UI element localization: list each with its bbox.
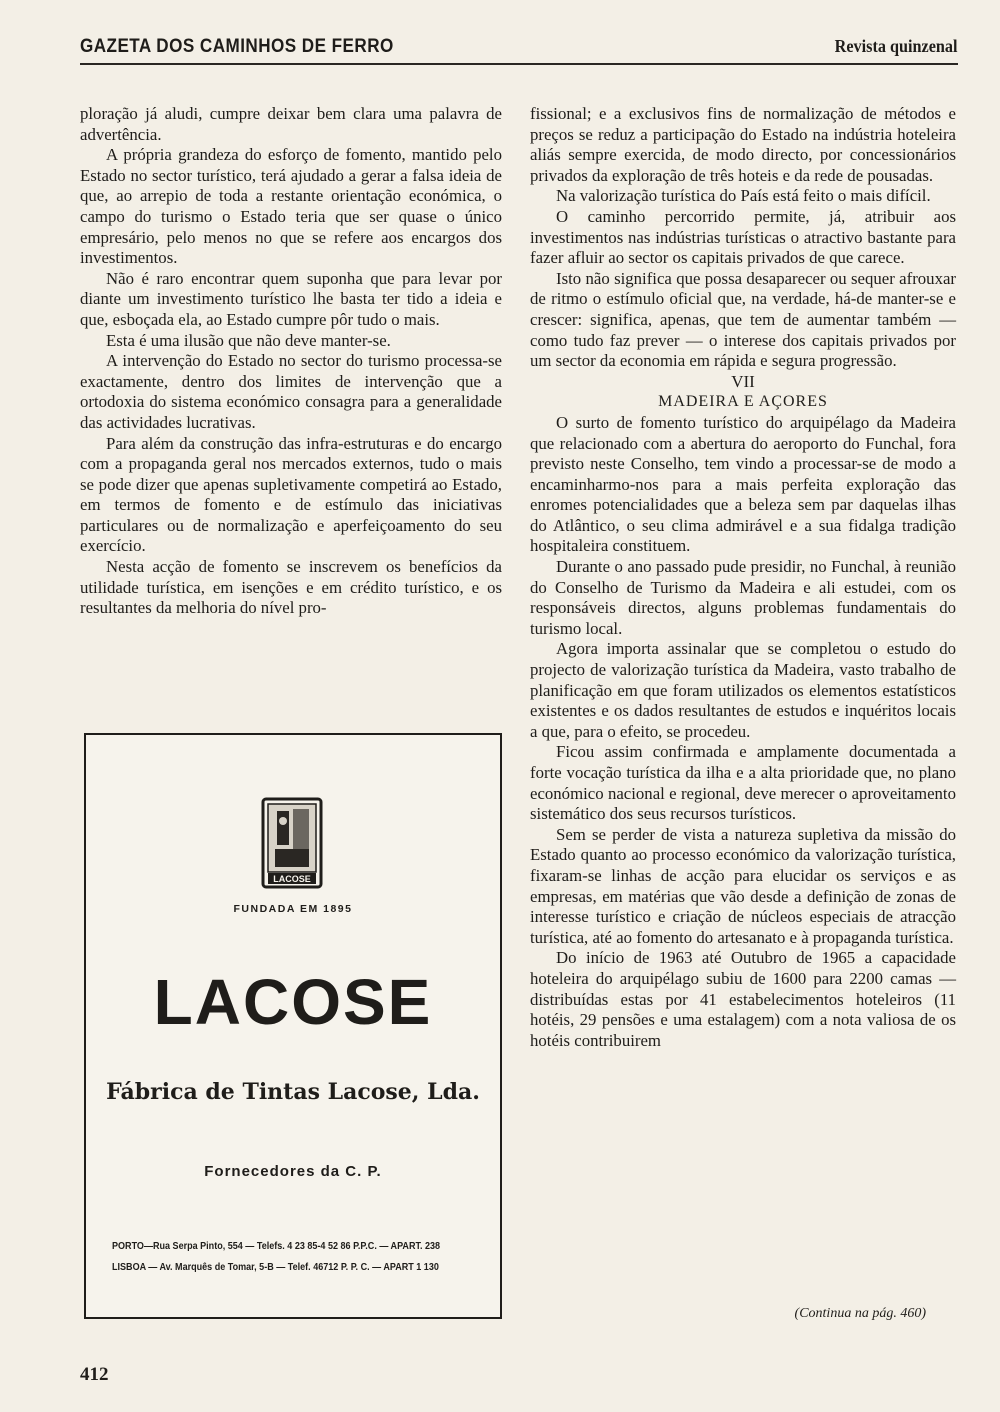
continuation-note: (Continua na pág. 460) <box>794 1306 926 1321</box>
page-number: 412 <box>80 1364 109 1385</box>
paragraph: Esta é uma ilusão que não deve manter-se. <box>106 330 391 350</box>
paragraph: fissional; e a exclusivos fins de normalização de métodos e preços se reduz a participação do Estado na indústria hoteleira aliás sempre exercida, de modo directo, por concessionários privados da exploração de três hoteis e da rede de pousadas. <box>530 104 956 185</box>
ad-brand: LACOSE <box>153 966 433 1038</box>
paragraph: Na valorização turística do País está feito o mais difícil. <box>556 186 931 206</box>
left-column <box>80 104 502 619</box>
paragraph: Durante o ano passado pude presidir, no Funchal, à reunião do Conselho de Turismo da Madeira e ali estudei, com os responsáveis directos, alguns problemas fundamentais do turismo local. <box>530 557 956 638</box>
right-column <box>530 104 956 1051</box>
ad-supplier: Fornecedores da C. P. <box>204 1163 382 1180</box>
publication-title: GAZETA DOS CAMINHOS DE FERRO <box>80 36 394 57</box>
logo-text: LACOSE <box>273 874 311 884</box>
header-rule <box>80 63 958 65</box>
lacose-logo-icon <box>261 797 323 889</box>
paragraph: A própria grandeza do esforço de fomento, mantido pelo Estado no sector turístico, terá ajudado a gerar a falsa ideia de que, ao arrepio de toda a restante orientação económica, o campo do turismo o Estado teria que ser quase o único empresário, pelo menos no que se refere aos encargos dos investimentos. <box>80 145 502 268</box>
section-number: VII <box>731 371 755 391</box>
paragraph: Agora importa assinalar que se completou o estudo do projecto de valorização turística da Madeira, vasto trabalho de planificação em que foram utilizados os elementos estatísticos existentes e os dados resultantes de estudos e inquéritos locais a que, para o efeito, se procedeu. <box>530 639 956 741</box>
page-header <box>80 36 958 66</box>
paragraph: O surto de fomento turístico do arquipélago da Madeira que relacionado com a abertura do aeroporto do Funchal, fora previsto neste Conselho, tem vindo a processar-se de modo a encaminharmo-nos para a mais perfeita exploração das enromes potencialidades que a beleza sem par daquelas ilhas do Atlântico, o seu clima admirável e a sua fidalga tradição hospitaleira constituem. <box>530 412 956 556</box>
paragraph: Do início de 1963 até Outubro de 1965 a capacidade hoteleira do arquipélago subiu de 1600 para 2200 camas — distribuídas estas por 41 estabelecimentos hoteleiros (11 hotéis, 29 pensões e uma estalagem) com a nota valiosa de os hotéis contribuirem <box>530 948 956 1050</box>
paragraph: Sem se perder de vista a natureza supletiva da missão do Estado quanto ao processo económico da valorização turística, fixaram-se linhas de acção para elucidar os serviços e as empresas, em matérias que vão desde a definição de zonas de interesse turístico e criação de núcleos especiais de atracção turística, até ao fomento do artesanato e à propaganda turística. <box>530 824 956 947</box>
paragraph: Nesta acção de fomento se inscrevem os benefícios da utilidade turística, em isenções e em crédito turístico, e os resultantes da melhoria do nível pro- <box>80 557 502 618</box>
ad-founded: FUNDADA EM 1895 <box>233 903 353 915</box>
paragraph: Não é raro encontrar quem suponha que para levar por diante um investimento turístico lhe basta ter tido a ideia e que, esboçada ela, ao Estado cumpre pôr tudo o mais. <box>80 268 502 329</box>
paragraph: A intervenção do Estado no sector do turismo processa-se exactamente, dentro dos limites de intervenção que a ortodoxia do sistema económico consagra para a generalidade das actividades lucrativas. <box>80 351 502 432</box>
paragraph: ploração já aludi, cumpre deixar bem clara uma palavra de advertência. <box>80 104 502 144</box>
paragraph: Para além da construção das infra-estruturas e do encargo com a propaganda geral nos mercados externos, tudo o mais se pode dizer que apenas supletivamente competirá ao Estado, em termos de fomento e de estímulo das iniciativas particulares ou de normalização e aperfeiçoamento do seu exercício. <box>80 433 502 556</box>
publication-subtitle: Revista quinzenal <box>835 36 958 56</box>
ad-address-porto: PORTO—Rua Serpa Pinto, 554 — Telefs. 4 23 85-4 52 86 P.P.C. — APART. 238 <box>112 1240 441 1252</box>
ad-company: Fábrica de Tintas Lacose, Lda. <box>106 1079 480 1105</box>
paragraph: Isto não significa que possa desaparecer ou sequer afrouxar de ritmo o estímulo oficial que, na verdade, há-de manter-se e crescer: significa, apenas, que tem de aumentar também — como tudo faz prever — o interese dos capitais privados por um sector da economia em rápida e segura progressão. <box>530 268 956 371</box>
paragraph: Ficou assim confirmada e amplamente documentada a forte vocação turística da ilha e a alta prioridade que, no plano económico nacional e regional, deve merecer o aproveitamento sistemático dos seus recursos turísticos. <box>530 742 956 824</box>
lacose-advertisement <box>84 733 502 1319</box>
paragraph: O caminho percorrido permite, já, atribuir aos investimentos nas indústrias turísticas o atractivo bastante para fazer afluir ao sector os capitais privados de que carece. <box>530 206 956 268</box>
ad-address-lisboa: LISBOA — Av. Marquês de Tomar, 5-B — Telef. 46712 P. P. C. — APART 1 130 <box>112 1261 439 1273</box>
section-title: MADEIRA E AÇORES <box>658 393 828 411</box>
